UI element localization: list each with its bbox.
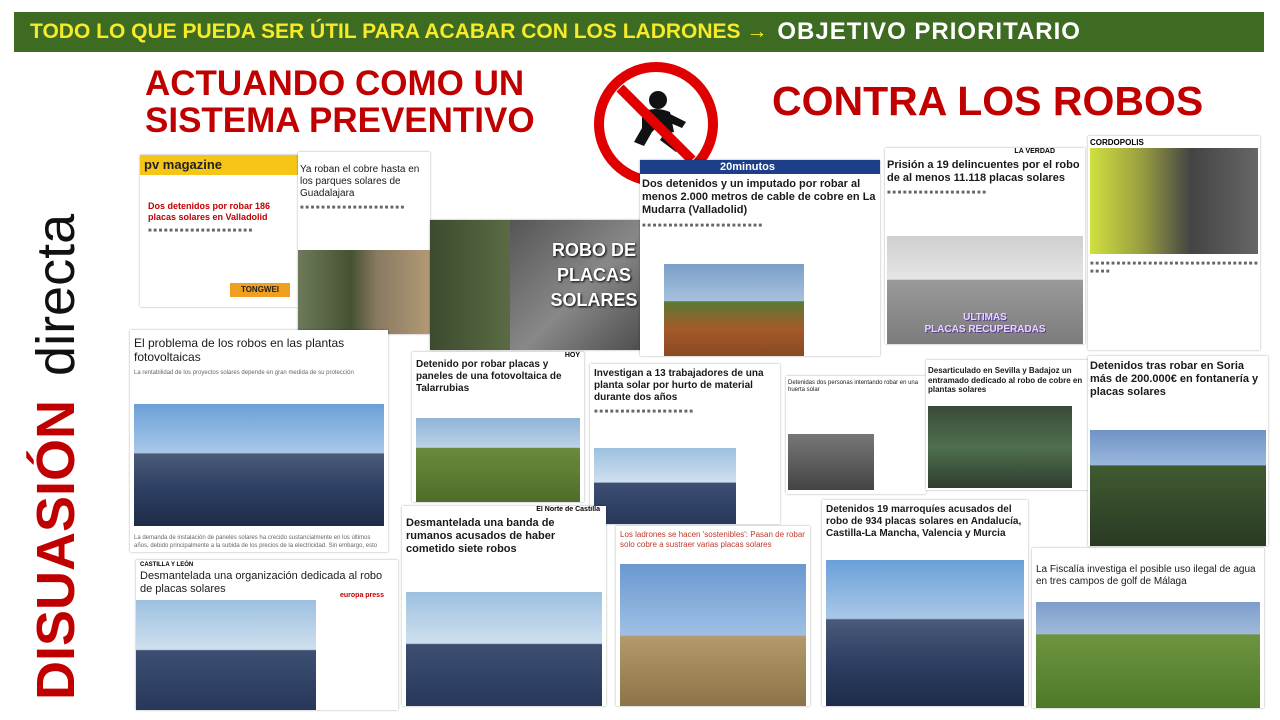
clip-title: Detenido por robar placas y paneles de una fotovoltaica de Talarrubias — [416, 359, 562, 394]
recovered-caption-line1: ULTIMAS — [963, 312, 1007, 323]
clip-photo — [1090, 148, 1258, 254]
clip-source: europa press — [340, 592, 384, 599]
clip-source: pv magazine — [140, 155, 298, 175]
vertical-title-part2: directa — [26, 213, 86, 376]
overlay-line2: PLACAS SOLARES — [550, 265, 638, 311]
news-clip-pv-magazine: pv magazine Dos detenidos por robar 186 placas solares en Valladolid ■ ■ ■ ■ ■ ■ ■ ■ ■ ■ ■ ■ ■ ■ ■ ■ ■ ■ ■ ■ TONGWEI — [140, 155, 298, 307]
banner-yellow-text: TODO LO QUE PUEDA SER ÚTIL PARA ACABAR CON LOS LADRONES → — [30, 20, 768, 43]
clip-title: Prisión a 19 delincuentes por el robo de al menos 11.118 placas solares — [887, 159, 1080, 185]
clip-photo — [134, 404, 384, 526]
clip-subtitle: La rentabilidad de los proyectos solares depende en gran medida de su protección — [134, 369, 354, 376]
clip-photo — [928, 406, 1072, 488]
news-clip-20minutos: 20minutos Dos detenidos y un imputado por robar al menos 2.000 metros de cable de cobre en La Mudarra (Valladolid) ■ ■ ■ ■ ■ ■ ■ ■ ■ ■ ■ ■ ■ ■ ■ ■ ■ ■ ■ ■ ■ ■ ■ — [640, 160, 880, 356]
clip-photo — [788, 434, 874, 490]
news-clip-sevilla-badajoz — [926, 360, 1088, 490]
clip-title: Investigan a 13 trabajadores de una planta solar por hurto de material durante dos años — [594, 368, 764, 403]
vertical-title — [26, 214, 86, 700]
recovered-caption — [887, 312, 1083, 336]
clip-photo — [887, 236, 1083, 344]
overlay-title — [530, 238, 658, 314]
top-banner — [14, 12, 1264, 52]
news-clip-norte-castilla — [402, 506, 606, 706]
clip-photo — [620, 564, 806, 706]
news-clip-marroquies — [822, 500, 1028, 706]
vertical-title-part1: DISUASIÓN — [26, 399, 86, 700]
clip-title: Ya roban el cobre hasta en los parques solares de Guadalajara — [300, 164, 420, 199]
news-clip-cordopolis: CORDOPOLIS ■ ■ ■ ■ ■ ■ ■ ■ ■ ■ ■ ■ ■ ■ ■ ■ ■ ■ ■ ■ ■ ■ ■ ■ ■ ■ ■ ■ ■ ■ ■ ■ ■ ■ ■ ■ — [1088, 136, 1260, 350]
headline-left-line2: SISTEMA PREVENTIVO — [145, 100, 535, 140]
news-clip-golf-malaga — [1032, 548, 1264, 708]
news-clip-robo-placas — [430, 220, 662, 350]
clip-title: Dos detenidos por robar 186 placas solares en Valladolid — [148, 201, 271, 222]
clip-source: El Norte de Castilla — [536, 506, 600, 513]
clip-photo — [406, 592, 602, 706]
clip-photo — [1036, 602, 1260, 708]
news-clip-guadalajara: Ya roban el cobre hasta en los parques solares de Guadalajara ■ ■ ■ ■ ■ ■ ■ ■ ■ ■ ■ ■ ■ ■ ■ ■ ■ ■ ■ ■ — [298, 152, 430, 334]
clip-source: LA VERDAD — [1014, 148, 1055, 155]
clip-body: La demanda de instalación de paneles solares ha crecido sustancialmente en los últimos años, debido principalmente a la subida de los precios de la electricidad. Sin embargo, esto — [134, 535, 378, 550]
clip-photo — [826, 560, 1024, 706]
clip-source: 20minutos — [640, 160, 880, 174]
headline-left-line1: ACTUANDO COMO UN — [145, 64, 525, 103]
clip-title: Dos detenidos y un imputado por robar al menos 2.000 metros de cable de cobre en La Mudarra (Valladolid) — [642, 178, 876, 217]
headline-right: CONTRA LOS ROBOS — [772, 78, 1204, 124]
news-clip-soria — [1088, 356, 1268, 546]
recovered-caption-line2: PLACAS RECUPERADAS — [924, 324, 1046, 335]
clip-title: Los ladrones se hacen 'sostenibles': Pasan de robar solo cobre a sustraer varias placas solares — [620, 530, 805, 549]
clip-logo: TONGWEI — [230, 283, 290, 297]
clip-title: Desmantelada una organización dedicada al robo de placas solares — [140, 570, 383, 596]
news-clip-la-verdad: LA VERDAD Prisión a 19 delincuentes por el robo de al menos 11.118 placas solares ■ ■ ■ ■ ■ ■ ■ ■ ■ ■ ■ ■ ■ ■ ■ ■ ■ ■ ■ ULTIMAS PLACAS RECUPERADAS — [885, 148, 1085, 344]
clip-title: La Fiscalía investiga el posible uso ilegal de agua en tres campos de golf de Málaga — [1036, 564, 1256, 587]
clip-photo — [594, 448, 736, 524]
clip-title: Detenidos 19 marroquíes acusados del robo de 934 placas solares en Andalucía, Castilla-La Mancha, Valencia y Murcia — [826, 504, 1022, 539]
news-clip-huerta-solar — [786, 376, 926, 494]
news-clip-ladrones-sostenibles — [616, 526, 810, 706]
clip-source: CORDOPOLIS — [1090, 138, 1144, 147]
clip-source: HOY — [564, 352, 580, 359]
banner-white-text: OBJETIVO PRIORITARIO — [777, 18, 1081, 45]
news-clip-investigan: Investigan a 13 trabajadores de una planta solar por hurto de material durante dos años ■ ■ ■ ■ ■ ■ ■ ■ ■ ■ ■ ■ ■ ■ ■ ■ ■ ■ ■ — [590, 364, 780, 524]
headline-left — [145, 66, 535, 140]
clip-title: Detenidas dos personas intentando robar en una huerta solar — [788, 380, 919, 394]
clip-kicker: CASTILLA Y LEÓN — [140, 562, 194, 568]
overlay-line1: ROBO DE — [551, 240, 636, 260]
clip-title: Desmantelada una banda de rumanos acusados de haber cometido siete robos — [406, 517, 556, 556]
clip-photo — [416, 418, 580, 502]
news-clip-talarrubias — [412, 352, 584, 502]
clip-photo — [298, 250, 430, 334]
news-clip-desmantelada-organizacion — [136, 560, 398, 710]
clip-photo — [1090, 430, 1266, 546]
clip-title: Desarticulado en Sevilla y Badajoz un entramado dedicado al robo de cobre en plantas solares — [928, 366, 1083, 395]
clip-photo — [664, 264, 804, 356]
clip-title: Detenidos tras robar en Soria más de 200.000€ en fontanería y placas solares — [1090, 360, 1259, 399]
clip-photo — [136, 600, 316, 710]
news-clip-problema-robos — [130, 330, 388, 552]
clip-title: El problema de los robos en las plantas fotovoltaicas — [134, 336, 345, 365]
